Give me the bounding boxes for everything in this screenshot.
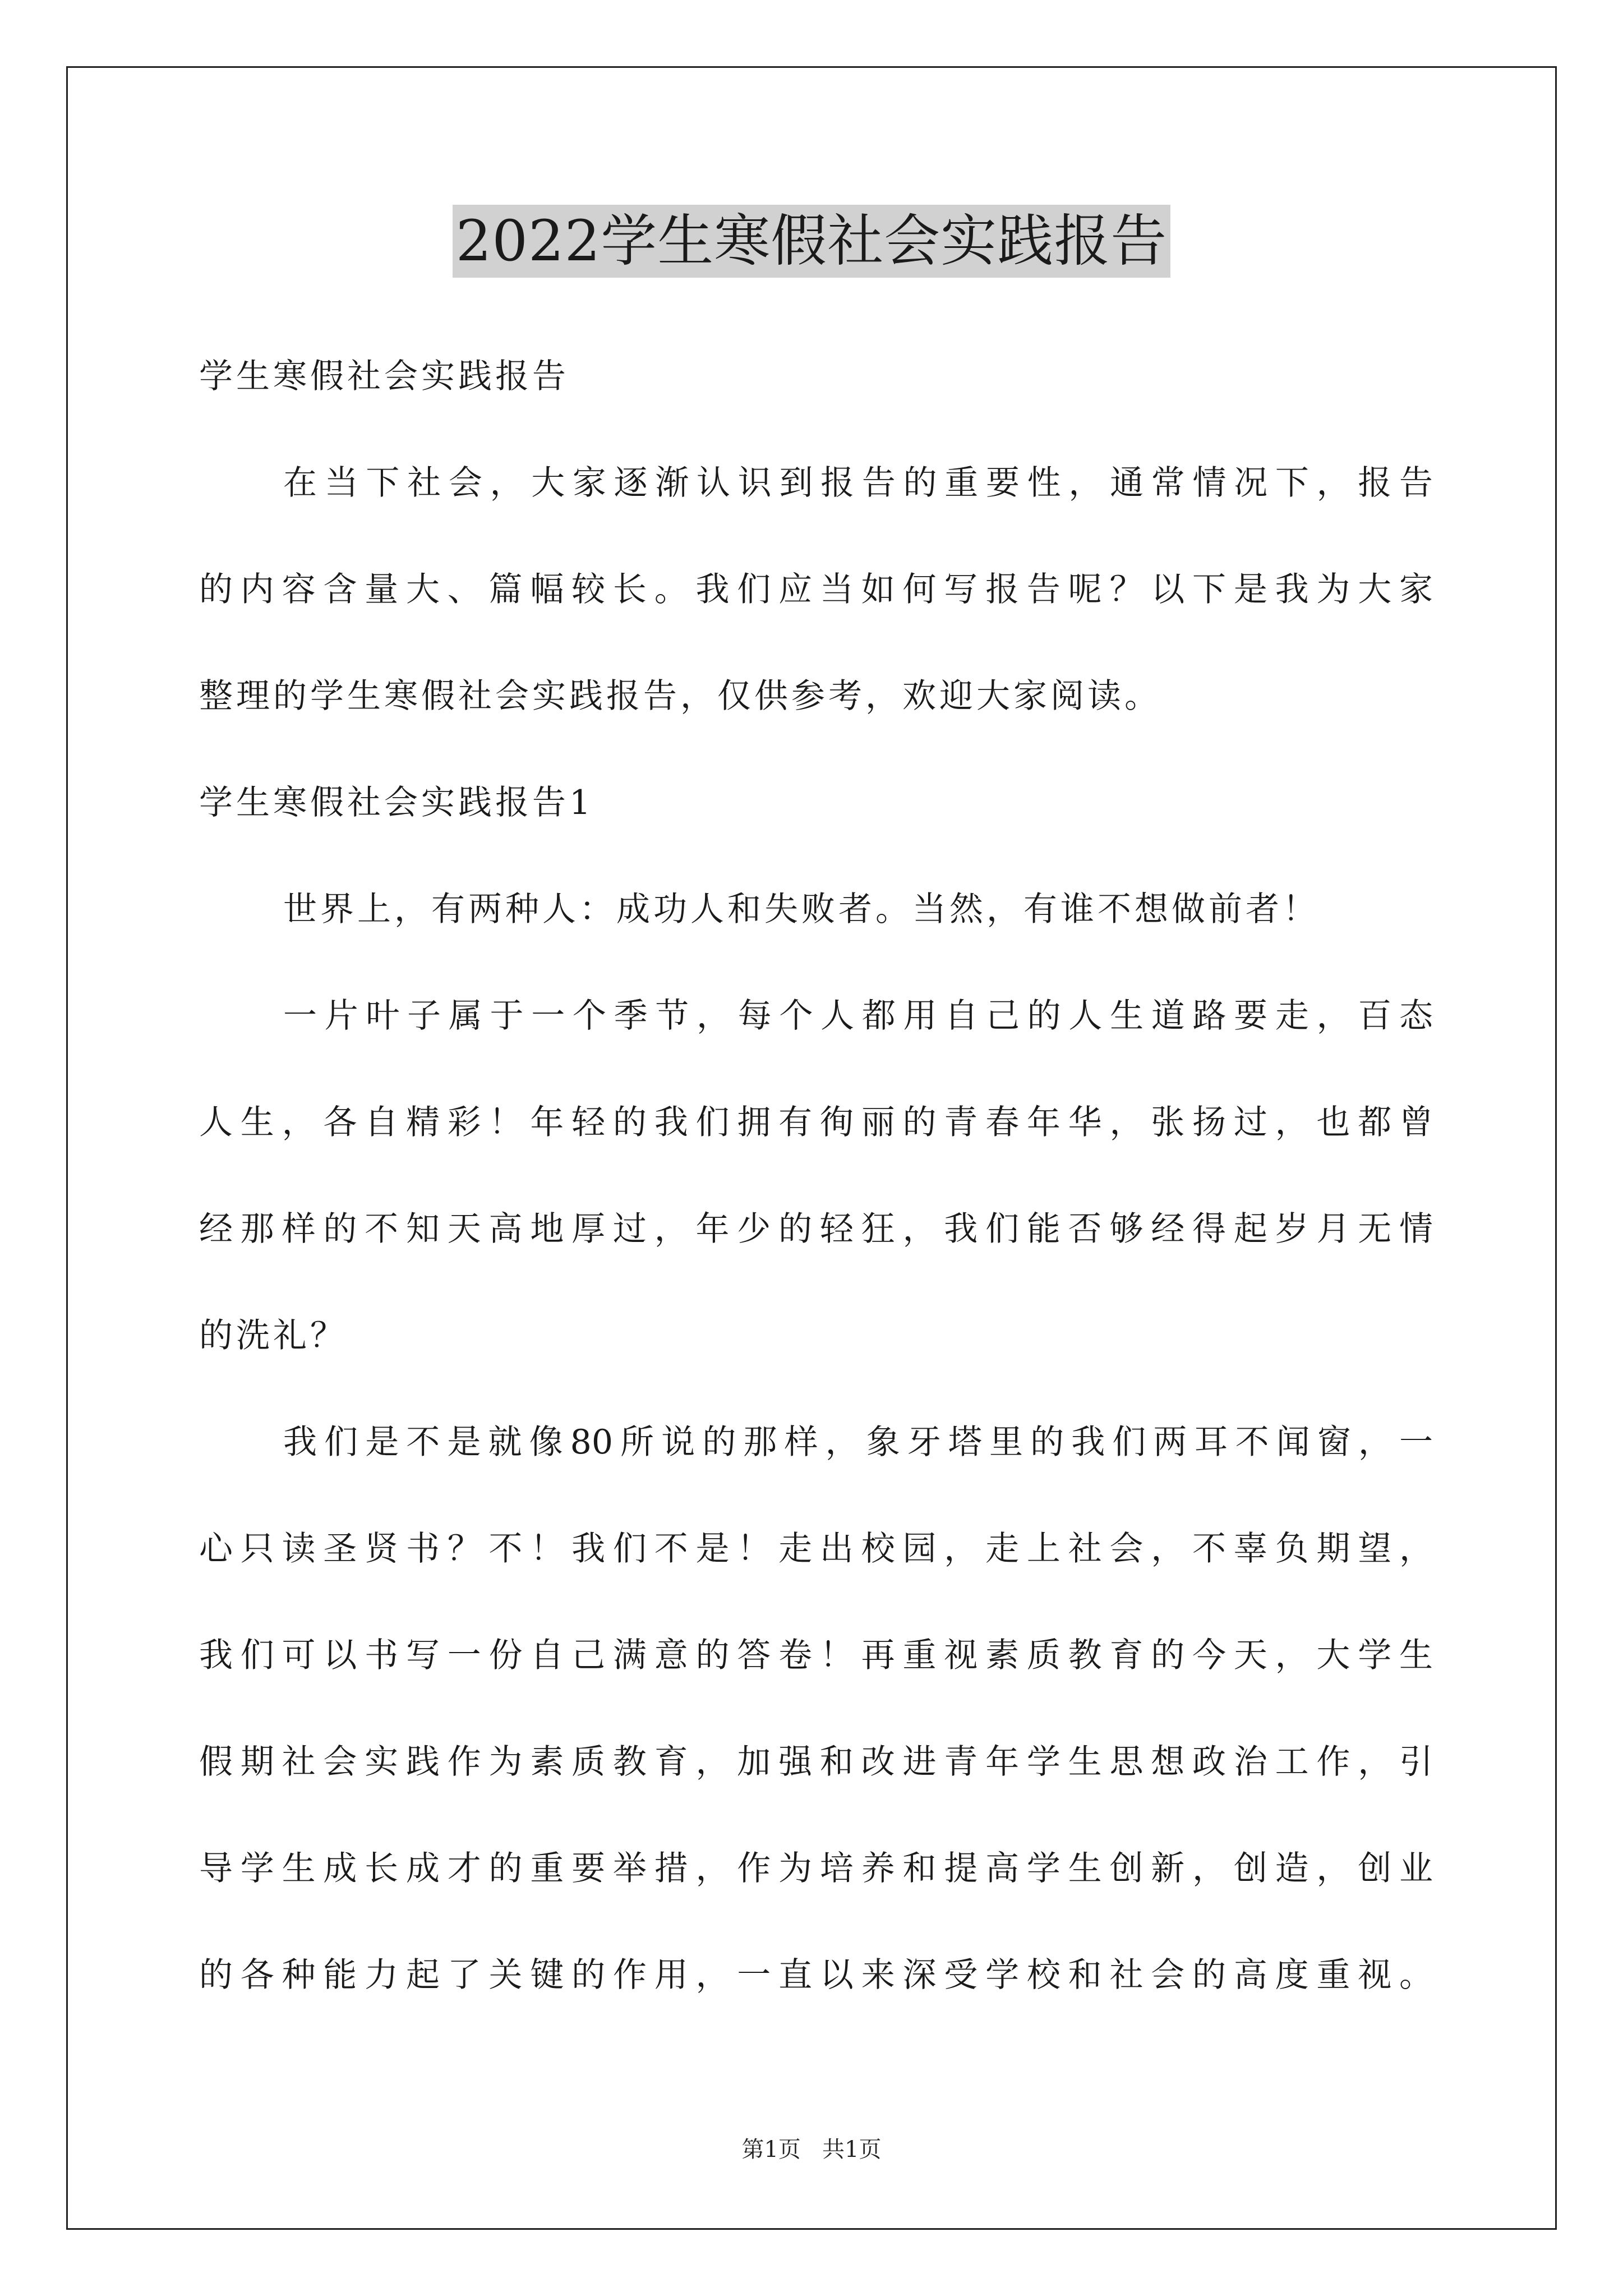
body-line: 经那样的不知天高地厚过，年少的轻狂，我们能否够经得起岁月无情 xyxy=(199,1209,1433,1249)
body-line: 假期社会实践作为素质教育，加强和改进青年学生思想政治工作，引 xyxy=(199,1742,1433,1782)
body-line: 世界上，有两种人：成功人和失败者。当然，有谁不想做前者！ xyxy=(283,890,1320,929)
body-line: 学生寒假社会实践报告1 xyxy=(199,783,594,822)
body-line: 人生，各自精彩！年轻的我们拥有徇丽的青春年华，张扬过，也都曾 xyxy=(199,1103,1433,1142)
body-line: 整理的学生寒假社会实践报告，仅供参考，欢迎大家阅读。 xyxy=(199,677,1161,716)
document-title: 2022学生寒假社会实践报告 xyxy=(453,205,1171,278)
body-line: 心只读圣贤书？不！我们不是！走出校园，走上社会，不辜负期望， xyxy=(199,1529,1433,1568)
body-line: 学生寒假社会实践报告 xyxy=(199,357,569,396)
body-line: 在当下社会，大家逐渐认识到报告的重要性，通常情况下，报告 xyxy=(283,463,1433,503)
body-line: 我们是不是就像80所说的那样，象牙塔里的我们两耳不闻窗，一 xyxy=(283,1423,1433,1462)
body-line: 导学生成长成才的重要举措，作为培养和提高学生创新，创造，创业 xyxy=(199,1849,1433,1888)
body-line: 一片叶子属于一个季节，每个人都用自己的人生道路要走，百态 xyxy=(283,996,1433,1036)
page-footer: 第1页 共1页 xyxy=(741,2137,882,2162)
body-line: 我们可以书写一份自己满意的答卷！再重视素质教育的今天，大学生 xyxy=(199,1636,1433,1675)
body-line: 的洗礼？ xyxy=(199,1316,347,1355)
body-line: 的内容含量大、篇幅较长。我们应当如何写报告呢？以下是我为大家 xyxy=(199,570,1433,609)
title-container xyxy=(0,205,1623,278)
body-line: 的各种能力起了关键的作用，一直以来深受学校和社会的高度重视。 xyxy=(199,1955,1433,1995)
document-body xyxy=(199,323,1433,2028)
